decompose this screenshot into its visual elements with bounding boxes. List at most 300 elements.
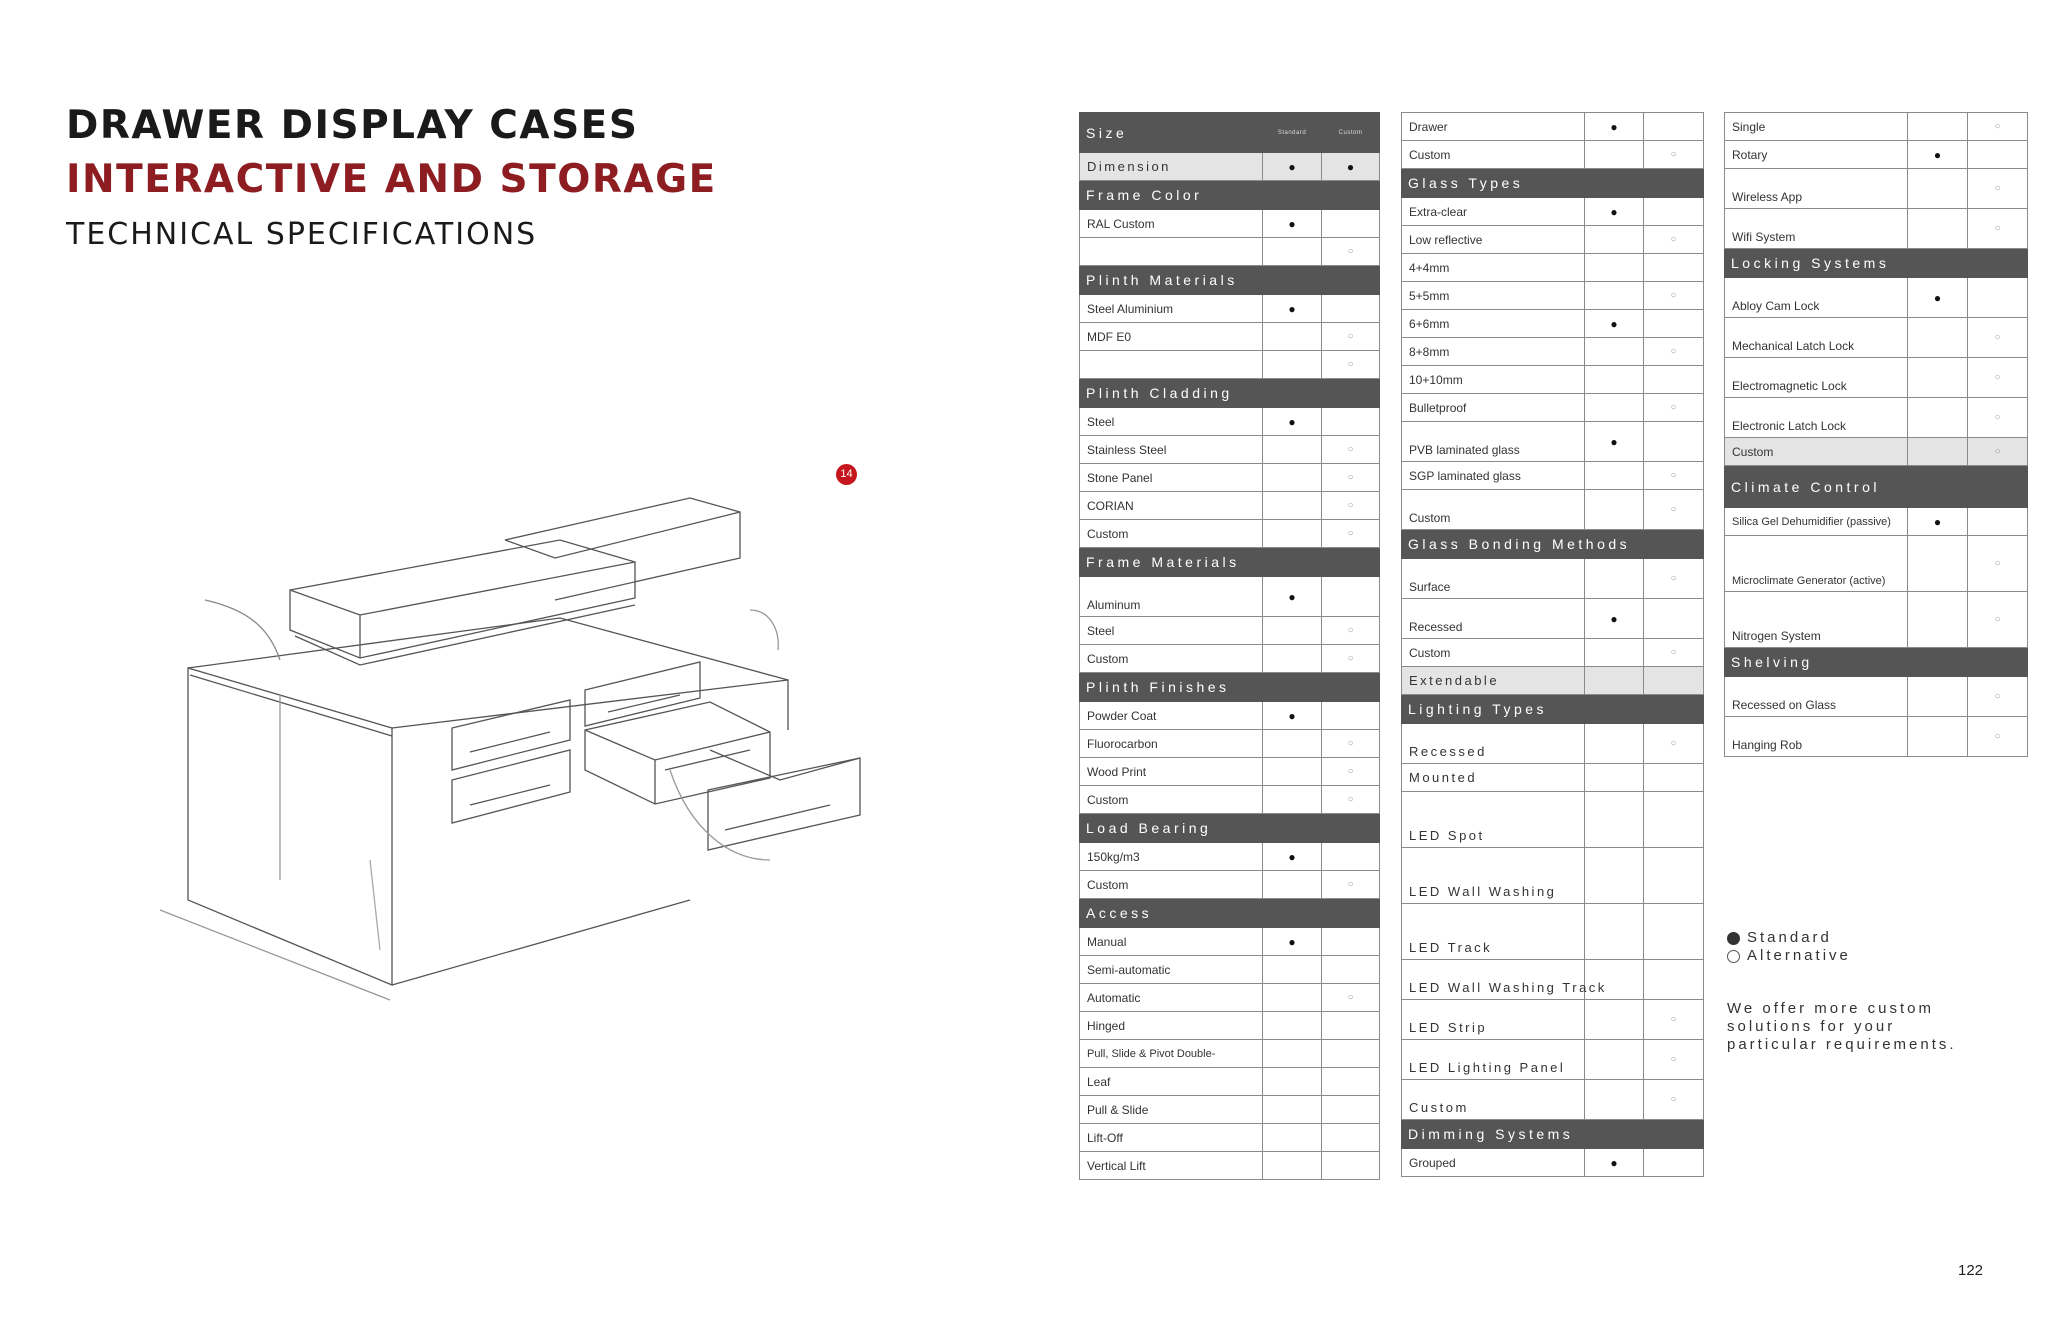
standard-cell <box>1263 238 1322 266</box>
custom-cell <box>1322 1124 1380 1152</box>
section-header <box>1725 249 2028 278</box>
standard-cell <box>1585 904 1644 960</box>
spec-label: 6+6mm <box>1402 310 1585 338</box>
spec-row <box>1725 141 2028 169</box>
section-header-label: Dimming Systems <box>1402 1120 1704 1149</box>
spec-row <box>1402 559 1704 599</box>
standard-cell <box>1908 209 1968 249</box>
spec-row <box>1080 956 1380 984</box>
alternative-circle-icon: ○ <box>1322 730 1380 758</box>
spec-row <box>1080 984 1380 1012</box>
spec-label: Bulletproof <box>1402 394 1585 422</box>
standard-dot-icon: ● <box>1263 153 1322 181</box>
spec-label <box>1080 351 1263 379</box>
spec-label: Steel Aluminium <box>1080 295 1263 323</box>
alternative-circle-icon: ○ <box>1644 1000 1704 1040</box>
standard-dot-icon: ● <box>1322 153 1380 181</box>
standard-cell <box>1585 490 1644 530</box>
spec-label: Custom <box>1402 639 1585 667</box>
alternative-circle-icon: ○ <box>1644 394 1704 422</box>
standard-cell <box>1908 592 1968 648</box>
spec-row <box>1080 730 1380 758</box>
spec-label: Microclimate Generator (active) <box>1725 536 1908 592</box>
spec-label: Automatic <box>1080 984 1263 1012</box>
standard-cell <box>1263 617 1322 645</box>
custom-cell <box>1322 1152 1380 1180</box>
spec-row <box>1080 1096 1380 1124</box>
spec-label: Pull & Slide <box>1080 1096 1263 1124</box>
spec-row <box>1080 1040 1380 1068</box>
alternative-circle-icon: ○ <box>1644 1080 1704 1120</box>
standard-cell <box>1585 226 1644 254</box>
display-case-sketch <box>130 440 870 1020</box>
standard-cell <box>1263 786 1322 814</box>
spec-label: Custom <box>1402 141 1585 169</box>
section-header-label: Glass Bonding Methods <box>1402 530 1704 559</box>
standard-dot-icon: ● <box>1263 702 1322 730</box>
alternative-circle-icon: ○ <box>1322 786 1380 814</box>
section-header-label: Plinth Finishes <box>1080 673 1380 702</box>
spec-row <box>1725 677 2028 717</box>
spec-row <box>1080 351 1380 379</box>
standard-cell <box>1585 338 1644 366</box>
spec-label: LED Strip <box>1402 1000 1585 1040</box>
section-header-label: Plinth Cladding <box>1080 379 1380 408</box>
section-header-label: Frame Color <box>1080 181 1380 210</box>
custom-cell <box>1644 310 1704 338</box>
spec-row <box>1080 210 1380 238</box>
alternative-circle-icon: ○ <box>1968 358 2028 398</box>
spec-row <box>1725 278 2028 318</box>
alternative-circle-icon: ○ <box>1322 520 1380 548</box>
spec-row <box>1402 310 1704 338</box>
spec-row <box>1402 141 1704 169</box>
column-header-standard: Standard <box>1263 113 1322 153</box>
alternative-circle-icon: ○ <box>1644 1040 1704 1080</box>
spec-label: Single <box>1725 113 1908 141</box>
alternative-circle-icon: ○ <box>1322 617 1380 645</box>
spec-label: RAL Custom <box>1080 210 1263 238</box>
standard-cell <box>1585 254 1644 282</box>
spec-row <box>1080 153 1380 181</box>
spec-row <box>1402 338 1704 366</box>
custom-cell <box>1322 956 1380 984</box>
custom-cell <box>1968 278 2028 318</box>
custom-cell <box>1322 1012 1380 1040</box>
spec-label: 5+5mm <box>1402 282 1585 310</box>
page-subtitle: INTERACTIVE AND STORAGE <box>66 157 717 202</box>
spec-label: Stainless Steel <box>1080 436 1263 464</box>
custom-cell <box>1968 508 2028 536</box>
standard-dot-icon: ● <box>1585 599 1644 639</box>
spec-table-2 <box>1401 112 1704 1177</box>
spec-row <box>1080 492 1380 520</box>
standard-cell <box>1908 358 1968 398</box>
section-header-label: Climate Control <box>1725 466 2028 508</box>
alternative-circle-icon: ○ <box>1644 141 1704 169</box>
standard-cell <box>1263 464 1322 492</box>
standard-cell <box>1263 351 1322 379</box>
spec-label: Semi-automatic <box>1080 956 1263 984</box>
spec-label: Extra-clear <box>1402 198 1585 226</box>
standard-cell <box>1263 871 1322 899</box>
alternative-circle-icon: ○ <box>1968 717 2028 757</box>
custom-cell <box>1322 295 1380 323</box>
spec-label: Surface <box>1402 559 1585 599</box>
custom-cell <box>1322 210 1380 238</box>
section-header-label: Frame Materials <box>1080 548 1380 577</box>
spec-label: Wood Print <box>1080 758 1263 786</box>
spec-row <box>1402 366 1704 394</box>
spec-label: Custom <box>1080 520 1263 548</box>
custom-cell <box>1322 928 1380 956</box>
spec-row <box>1402 599 1704 639</box>
spec-label: Recessed <box>1402 599 1585 639</box>
spec-row <box>1725 438 2028 466</box>
standard-dot-icon: ● <box>1585 310 1644 338</box>
section-header <box>1402 530 1704 559</box>
alternative-circle-icon: ○ <box>1644 226 1704 254</box>
legend-standard <box>1727 929 1851 947</box>
standard-dot-icon: ● <box>1263 210 1322 238</box>
standard-cell <box>1585 559 1644 599</box>
spec-label: Nitrogen System <box>1725 592 1908 648</box>
alternative-circle-icon: ○ <box>1968 398 2028 438</box>
spec-table-1 <box>1079 112 1380 1180</box>
spec-label: Powder Coat <box>1080 702 1263 730</box>
filled-dot-icon <box>1727 932 1740 945</box>
alternative-circle-icon: ○ <box>1968 592 2028 648</box>
spec-label: LED Track <box>1402 904 1585 960</box>
section-header-label: Glass Types <box>1402 169 1704 198</box>
custom-cell <box>1644 667 1704 695</box>
spec-row <box>1402 394 1704 422</box>
spec-row <box>1402 1000 1704 1040</box>
legend-alternative-label: Alternative <box>1747 947 1851 964</box>
spec-label: Stone Panel <box>1080 464 1263 492</box>
section-header <box>1725 648 2028 677</box>
spec-label: Mounted <box>1402 764 1585 792</box>
standard-cell <box>1585 141 1644 169</box>
alternative-circle-icon: ○ <box>1644 462 1704 490</box>
spec-row <box>1725 717 2028 757</box>
standard-cell <box>1585 462 1644 490</box>
alternative-circle-icon: ○ <box>1322 351 1380 379</box>
spec-row <box>1402 198 1704 226</box>
alternative-circle-icon: ○ <box>1322 238 1380 266</box>
standard-cell <box>1585 1080 1644 1120</box>
section-header <box>1080 379 1380 408</box>
spec-row <box>1402 667 1704 695</box>
spec-row <box>1402 226 1704 254</box>
spec-row <box>1402 1149 1704 1177</box>
spec-label: MDF E0 <box>1080 323 1263 351</box>
standard-cell <box>1263 436 1322 464</box>
standard-cell <box>1263 492 1322 520</box>
spec-row <box>1402 764 1704 792</box>
standard-dot-icon: ● <box>1263 577 1322 617</box>
custom-cell <box>1644 366 1704 394</box>
alternative-circle-icon: ○ <box>1968 536 2028 592</box>
spec-label: Pull, Slide & Pivot Double- <box>1080 1040 1263 1068</box>
spec-label: Manual <box>1080 928 1263 956</box>
spec-label: LED Wall Washing <box>1402 848 1585 904</box>
spec-row <box>1725 209 2028 249</box>
custom-cell <box>1322 702 1380 730</box>
custom-cell <box>1644 198 1704 226</box>
standard-dot-icon: ● <box>1263 408 1322 436</box>
spec-label: Custom <box>1402 490 1585 530</box>
spec-row <box>1725 169 2028 209</box>
custom-cell <box>1322 1096 1380 1124</box>
spec-label: Rotary <box>1725 141 1908 169</box>
standard-cell <box>1263 1096 1322 1124</box>
section-header <box>1080 548 1380 577</box>
section-header-label: Size <box>1080 113 1263 153</box>
spec-row <box>1725 113 2028 141</box>
section-header-label: Plinth Materials <box>1080 266 1380 295</box>
legend-alternative <box>1727 947 1851 965</box>
section-header <box>1080 814 1380 843</box>
custom-cell <box>1322 1068 1380 1096</box>
section-header-label: Shelving <box>1725 648 2028 677</box>
spec-label: Recessed on Glass <box>1725 677 1908 717</box>
column-header-custom: Custom <box>1322 113 1380 153</box>
spec-row <box>1080 577 1380 617</box>
standard-dot-icon: ● <box>1263 295 1322 323</box>
standard-dot-icon: ● <box>1585 1149 1644 1177</box>
spec-label: SGP laminated glass <box>1402 462 1585 490</box>
section-header <box>1080 181 1380 210</box>
spec-row <box>1725 508 2028 536</box>
custom-cell <box>1322 1040 1380 1068</box>
spec-row <box>1080 1012 1380 1040</box>
custom-cell <box>1644 599 1704 639</box>
standard-cell <box>1908 113 1968 141</box>
section-header <box>1080 673 1380 702</box>
standard-cell <box>1263 1124 1322 1152</box>
spec-row <box>1080 464 1380 492</box>
standard-dot-icon: ● <box>1585 422 1644 462</box>
standard-cell <box>1263 520 1322 548</box>
spec-label: Hinged <box>1080 1012 1263 1040</box>
section-header-label: Access <box>1080 899 1380 928</box>
custom-cell <box>1644 113 1704 141</box>
custom-cell <box>1322 843 1380 871</box>
section-header-label: Locking Systems <box>1725 249 2028 278</box>
spec-label: Dimension <box>1080 153 1263 181</box>
alternative-circle-icon: ○ <box>1322 871 1380 899</box>
standard-cell <box>1908 438 1968 466</box>
custom-cell <box>1644 792 1704 848</box>
section-header <box>1402 695 1704 724</box>
alternative-circle-icon: ○ <box>1322 323 1380 351</box>
alternative-circle-icon: ○ <box>1644 724 1704 764</box>
spec-row <box>1080 1152 1380 1180</box>
spec-row <box>1402 282 1704 310</box>
spec-label: Recessed <box>1402 724 1585 764</box>
spec-label: Steel <box>1080 408 1263 436</box>
custom-solutions-note: We offer more custom solutions for your particular requirements. <box>1727 1000 1957 1053</box>
standard-cell <box>1263 645 1322 673</box>
spec-row <box>1080 295 1380 323</box>
spec-row <box>1080 617 1380 645</box>
spec-row <box>1402 904 1704 960</box>
spec-row <box>1080 1124 1380 1152</box>
standard-cell <box>1263 758 1322 786</box>
section-header-label: Lighting Types <box>1402 695 1704 724</box>
spec-label: Fluorocarbon <box>1080 730 1263 758</box>
spec-label: Custom <box>1725 438 1908 466</box>
spec-row <box>1402 639 1704 667</box>
spec-label: Hanging Rob <box>1725 717 1908 757</box>
title-block <box>66 100 717 260</box>
spec-row <box>1402 724 1704 764</box>
section-header <box>1402 1120 1704 1149</box>
spec-row <box>1402 960 1704 1000</box>
spec-row <box>1725 592 2028 648</box>
custom-cell <box>1644 764 1704 792</box>
alternative-circle-icon: ○ <box>1322 645 1380 673</box>
standard-dot-icon: ● <box>1585 198 1644 226</box>
standard-cell <box>1585 724 1644 764</box>
custom-cell <box>1322 408 1380 436</box>
spec-row <box>1402 462 1704 490</box>
custom-cell <box>1968 141 2028 169</box>
alternative-circle-icon: ○ <box>1968 438 2028 466</box>
spec-label: Electronic Latch Lock <box>1725 398 1908 438</box>
standard-cell <box>1908 536 1968 592</box>
spec-label: 4+4mm <box>1402 254 1585 282</box>
standard-cell <box>1585 667 1644 695</box>
standard-cell <box>1263 1040 1322 1068</box>
alternative-circle-icon: ○ <box>1968 677 2028 717</box>
standard-cell <box>1585 394 1644 422</box>
standard-dot-icon: ● <box>1908 141 1968 169</box>
spec-row <box>1402 848 1704 904</box>
spec-label: LED Lighting Panel <box>1402 1040 1585 1080</box>
spec-label: PVB laminated glass <box>1402 422 1585 462</box>
standard-cell <box>1585 639 1644 667</box>
spec-label: Low reflective <box>1402 226 1585 254</box>
alternative-circle-icon: ○ <box>1322 492 1380 520</box>
standard-cell <box>1263 730 1322 758</box>
spec-row <box>1402 113 1704 141</box>
custom-cell <box>1644 254 1704 282</box>
standard-cell <box>1908 677 1968 717</box>
spec-label: Custom <box>1402 1080 1585 1120</box>
callout-badge: 14 <box>836 464 857 485</box>
spec-row <box>1402 1080 1704 1120</box>
spec-label: Custom <box>1080 645 1263 673</box>
hollow-circle-icon <box>1727 950 1740 963</box>
standard-dot-icon: ● <box>1263 928 1322 956</box>
alternative-circle-icon: ○ <box>1644 338 1704 366</box>
standard-cell <box>1585 1040 1644 1080</box>
standard-cell <box>1263 323 1322 351</box>
alternative-circle-icon: ○ <box>1968 169 2028 209</box>
spec-label <box>1080 238 1263 266</box>
custom-cell <box>1644 848 1704 904</box>
custom-cell <box>1644 1149 1704 1177</box>
spec-label: CORIAN <box>1080 492 1263 520</box>
standard-cell <box>1585 1000 1644 1040</box>
spec-row <box>1725 318 2028 358</box>
spec-row <box>1080 702 1380 730</box>
spec-row <box>1080 520 1380 548</box>
spec-row <box>1080 871 1380 899</box>
spec-row <box>1080 843 1380 871</box>
standard-cell <box>1263 1152 1322 1180</box>
spec-label: 8+8mm <box>1402 338 1585 366</box>
alternative-circle-icon: ○ <box>1968 113 2028 141</box>
standard-cell <box>1908 398 1968 438</box>
alternative-circle-icon: ○ <box>1644 639 1704 667</box>
alternative-circle-icon: ○ <box>1968 209 2028 249</box>
section-header <box>1080 899 1380 928</box>
standard-cell <box>1585 792 1644 848</box>
alternative-circle-icon: ○ <box>1644 282 1704 310</box>
page-number: 122 <box>1958 1262 1984 1279</box>
standard-dot-icon: ● <box>1908 508 1968 536</box>
spec-row <box>1402 254 1704 282</box>
standard-cell <box>1585 282 1644 310</box>
spec-row <box>1080 238 1380 266</box>
spec-row <box>1080 323 1380 351</box>
alternative-circle-icon: ○ <box>1322 436 1380 464</box>
spec-label: Silica Gel Dehumidifier (passive) <box>1725 508 1908 536</box>
standard-dot-icon: ● <box>1263 843 1322 871</box>
section-header <box>1402 169 1704 198</box>
standard-cell <box>1585 848 1644 904</box>
spec-row <box>1402 792 1704 848</box>
standard-cell <box>1908 169 1968 209</box>
alternative-circle-icon: ○ <box>1644 559 1704 599</box>
spec-label: Wireless App <box>1725 169 1908 209</box>
standard-cell <box>1263 984 1322 1012</box>
spec-row <box>1080 758 1380 786</box>
spec-row <box>1080 928 1380 956</box>
legend-standard-label: Standard <box>1747 929 1832 946</box>
spec-label: Extendable <box>1402 667 1585 695</box>
alternative-circle-icon: ○ <box>1322 984 1380 1012</box>
spec-row <box>1725 398 2028 438</box>
standard-cell <box>1908 318 1968 358</box>
spec-row <box>1402 1040 1704 1080</box>
spec-label: Custom <box>1080 786 1263 814</box>
alternative-circle-icon: ○ <box>1322 758 1380 786</box>
custom-cell <box>1322 577 1380 617</box>
standard-cell <box>1263 1068 1322 1096</box>
spec-label: Lift-Off <box>1080 1124 1263 1152</box>
standard-cell <box>1585 366 1644 394</box>
section-header <box>1080 266 1380 295</box>
legend <box>1727 929 1851 965</box>
spec-row <box>1725 536 2028 592</box>
spec-label: Wifi System <box>1725 209 1908 249</box>
standard-dot-icon: ● <box>1908 278 1968 318</box>
spec-row <box>1080 1068 1380 1096</box>
spec-label: Custom <box>1080 871 1263 899</box>
spec-label: Mechanical Latch Lock <box>1725 318 1908 358</box>
spec-row <box>1080 408 1380 436</box>
spec-label: LED Spot <box>1402 792 1585 848</box>
spec-label: 150kg/m3 <box>1080 843 1263 871</box>
spec-table-3 <box>1724 112 2028 757</box>
spec-label: Aluminum <box>1080 577 1263 617</box>
page-title: DRAWER DISPLAY CASES <box>66 103 639 148</box>
spec-label: Steel <box>1080 617 1263 645</box>
